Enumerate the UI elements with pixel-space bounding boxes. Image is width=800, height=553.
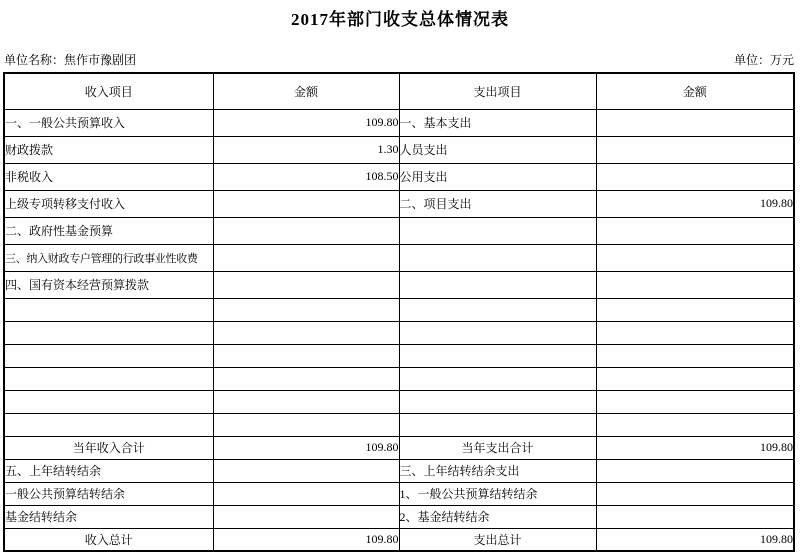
income-amount-cell: 109.80 xyxy=(213,528,399,551)
table-row xyxy=(4,459,794,482)
table-row xyxy=(4,136,794,163)
income-amount-cell xyxy=(213,190,399,217)
expense-item-cell xyxy=(399,244,596,271)
expense-item-cell: 2、基金结转结余 xyxy=(399,505,596,528)
income-amount-cell xyxy=(213,505,399,528)
income-amount-cell: 108.50 xyxy=(213,163,399,190)
income-amount-cell xyxy=(213,367,399,390)
income-amount-cell xyxy=(213,459,399,482)
expense-amount-cell xyxy=(596,505,794,528)
income-item-cell: 一、一般公共预算收入 xyxy=(4,109,213,136)
expense-amount-cell xyxy=(596,482,794,505)
header-row xyxy=(4,73,794,109)
income-item-cell xyxy=(4,298,213,321)
income-amount-cell: 109.80 xyxy=(213,109,399,136)
expense-amount-cell: 109.80 xyxy=(596,528,794,551)
expense-item-cell: 支出总计 xyxy=(399,528,596,551)
table-row xyxy=(4,436,794,459)
budget-overview-table xyxy=(3,72,795,552)
expense-amount-cell xyxy=(596,298,794,321)
expense-item-cell: 一、基本支出 xyxy=(399,109,596,136)
expense-item-cell xyxy=(399,367,596,390)
expense-item-cell: 人员支出 xyxy=(399,136,596,163)
income-item-cell xyxy=(4,367,213,390)
expense-item-cell: 当年支出合计 xyxy=(399,436,596,459)
expense-amount-cell xyxy=(596,217,794,244)
income-item-cell xyxy=(4,344,213,367)
expense-amount-cell: 109.80 xyxy=(596,436,794,459)
income-amount-cell xyxy=(213,413,399,436)
expense-item-cell xyxy=(399,271,596,298)
expense-amount-cell: 109.80 xyxy=(596,190,794,217)
expense-item-cell: 三、上年结转结余支出 xyxy=(399,459,596,482)
expense-amount-cell xyxy=(596,244,794,271)
income-amount-cell xyxy=(213,321,399,344)
income-amount-cell xyxy=(213,217,399,244)
expense-item-cell xyxy=(399,390,596,413)
income-item-cell: 四、国有资本经营预算拨款 xyxy=(4,271,213,298)
table-row xyxy=(4,109,794,136)
col-header-expense-amount: 金额 xyxy=(596,73,794,109)
page-title: 2017年部门收支总体情况表 xyxy=(291,10,509,29)
income-item-cell xyxy=(4,390,213,413)
expense-amount-cell xyxy=(596,413,794,436)
col-header-income-item: 收入项目 xyxy=(4,73,213,109)
expense-item-cell: 公用支出 xyxy=(399,163,596,190)
income-item-cell: 三、纳入财政专户管理的行政事业性收费 xyxy=(4,244,213,271)
expense-item-cell xyxy=(399,344,596,367)
income-item-cell: 收入总计 xyxy=(4,528,213,551)
income-item-cell: 一般公共预算结转结余 xyxy=(4,482,213,505)
expense-amount-cell xyxy=(596,459,794,482)
table-body xyxy=(4,109,794,551)
expense-amount-cell xyxy=(596,271,794,298)
income-item-cell: 非税收入 xyxy=(4,163,213,190)
income-item-cell: 基金结转结余 xyxy=(4,505,213,528)
table-row xyxy=(4,190,794,217)
meta-row xyxy=(4,52,794,68)
expense-item-cell xyxy=(399,413,596,436)
currency-unit-label: 单位：万元 xyxy=(733,53,794,67)
table-row xyxy=(4,413,794,436)
table-row xyxy=(4,321,794,344)
expense-item-cell xyxy=(399,321,596,344)
income-amount-cell xyxy=(213,244,399,271)
expense-item-cell xyxy=(399,298,596,321)
expense-item-cell xyxy=(399,217,596,244)
table-row xyxy=(4,244,794,271)
expense-amount-cell xyxy=(596,390,794,413)
income-amount-cell xyxy=(213,271,399,298)
table-row xyxy=(4,482,794,505)
col-header-expense-item: 支出项目 xyxy=(399,73,596,109)
income-item-cell xyxy=(4,321,213,344)
expense-amount-cell xyxy=(596,344,794,367)
income-item-cell: 二、政府性基金预算 xyxy=(4,217,213,244)
income-item-cell: 当年收入合计 xyxy=(4,436,213,459)
col-header-income-amount: 金额 xyxy=(213,73,399,109)
expense-item-cell: 二、项目支出 xyxy=(399,190,596,217)
income-amount-cell xyxy=(213,298,399,321)
expense-amount-cell xyxy=(596,321,794,344)
expense-amount-cell xyxy=(596,109,794,136)
income-amount-cell xyxy=(213,482,399,505)
expense-amount-cell xyxy=(596,136,794,163)
expense-amount-cell xyxy=(596,367,794,390)
expense-item-cell: 1、一般公共预算结转结余 xyxy=(399,482,596,505)
table-row xyxy=(4,344,794,367)
table-row xyxy=(4,390,794,413)
table-row xyxy=(4,528,794,551)
income-item-cell: 五、上年结转结余 xyxy=(4,459,213,482)
table-row xyxy=(4,505,794,528)
table-row xyxy=(4,271,794,298)
income-item-cell: 财政拨款 xyxy=(4,136,213,163)
table-row xyxy=(4,163,794,190)
income-amount-cell: 1.30 xyxy=(213,136,399,163)
income-amount-cell xyxy=(213,344,399,367)
table-row xyxy=(4,367,794,390)
income-amount-cell: 109.80 xyxy=(213,436,399,459)
income-item-cell: 上级专项转移支付收入 xyxy=(4,190,213,217)
expense-amount-cell xyxy=(596,163,794,190)
table-row xyxy=(4,217,794,244)
income-amount-cell xyxy=(213,390,399,413)
table-row xyxy=(4,298,794,321)
unit-name-label: 单位名称：焦作市豫剧团 xyxy=(4,53,137,67)
income-item-cell xyxy=(4,413,213,436)
